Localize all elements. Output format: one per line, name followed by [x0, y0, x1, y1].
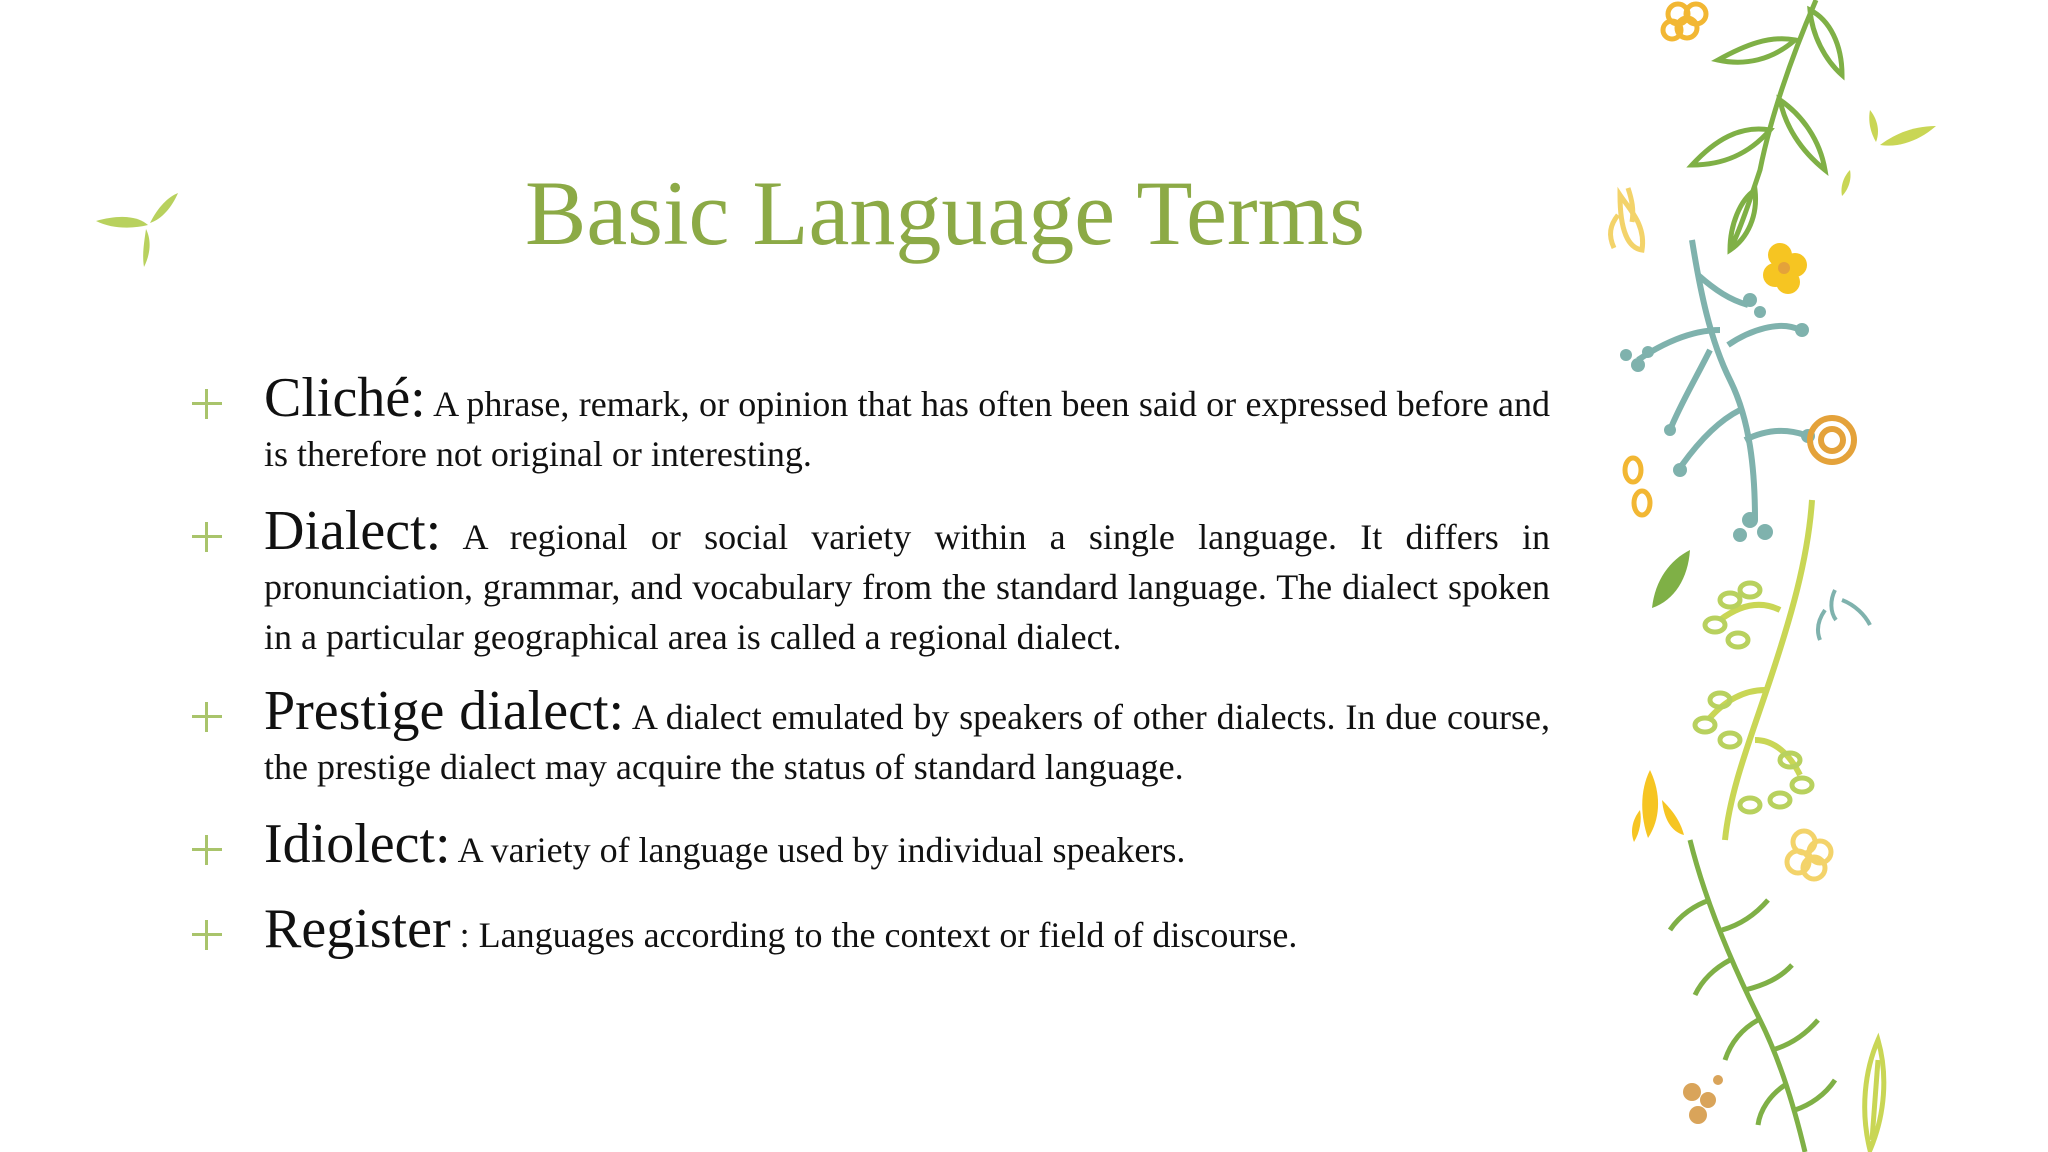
list-item-idiolect	[264, 813, 1550, 875]
lime-tall-leaf-icon	[1865, 1040, 1884, 1150]
term-definition: A dialect emulated by speakers of other dialects. In due course, the prestige dialect may acquire the status of standard language.	[264, 697, 1550, 787]
orange-seed-icon	[1625, 458, 1650, 515]
green-leaf-icon	[1652, 550, 1690, 608]
bell-flower-icon	[1611, 188, 1643, 250]
green-fern-icon	[1670, 840, 1835, 1152]
leaf-sprig-icon	[92, 185, 192, 270]
term-label: Register	[264, 898, 451, 960]
term-label: Idiolect:	[264, 813, 451, 875]
bullet-plus-icon	[192, 522, 222, 552]
green-leaf-branch-icon	[1692, 0, 1842, 250]
list-item-dialect	[264, 500, 1550, 662]
bullet-plus-icon	[192, 920, 222, 950]
yellow-flower-icon	[1763, 243, 1807, 294]
term-definition: : Languages according to the context or field of discourse.	[450, 915, 1298, 955]
term-label: Cliché:	[264, 367, 426, 429]
orange-rose-icon	[1810, 418, 1854, 462]
term-label: Prestige dialect:	[264, 680, 625, 742]
floral-vine-border	[1580, 0, 2048, 1152]
teal-sprout-icon	[1818, 590, 1870, 640]
brown-seed-icon	[1683, 1075, 1723, 1124]
bullet-plus-icon	[192, 389, 222, 419]
bullet-plus-icon	[192, 702, 222, 732]
bullet-plus-icon	[192, 835, 222, 865]
yellow-tulip-icon	[1632, 770, 1684, 842]
lime-leaf-icon	[1841, 110, 1936, 196]
term-definition: A regional or social variety within a single language. It differs in pronunciation, grammar, and vocabulary from the standard language. The dialect spoken in a particular geographical area is called a regional dialect.	[264, 517, 1550, 657]
list-item-cliche	[264, 367, 1550, 479]
list-item-prestige-dialect	[264, 680, 1550, 792]
term-label: Dialect:	[264, 500, 442, 562]
list-item-register	[264, 898, 1550, 960]
yellow-outline-flower-icon	[1787, 831, 1831, 879]
page-title: Basic Language Terms	[524, 162, 1366, 264]
lime-leaf-cluster-icon	[1695, 583, 1812, 812]
orange-flower-icon	[1663, 4, 1706, 39]
term-definition: A variety of language used by individual speakers.	[450, 830, 1186, 870]
term-definition: A phrase, remark, or opinion that has often been said or expressed before and is therefore not original or interesting.	[264, 384, 1550, 474]
